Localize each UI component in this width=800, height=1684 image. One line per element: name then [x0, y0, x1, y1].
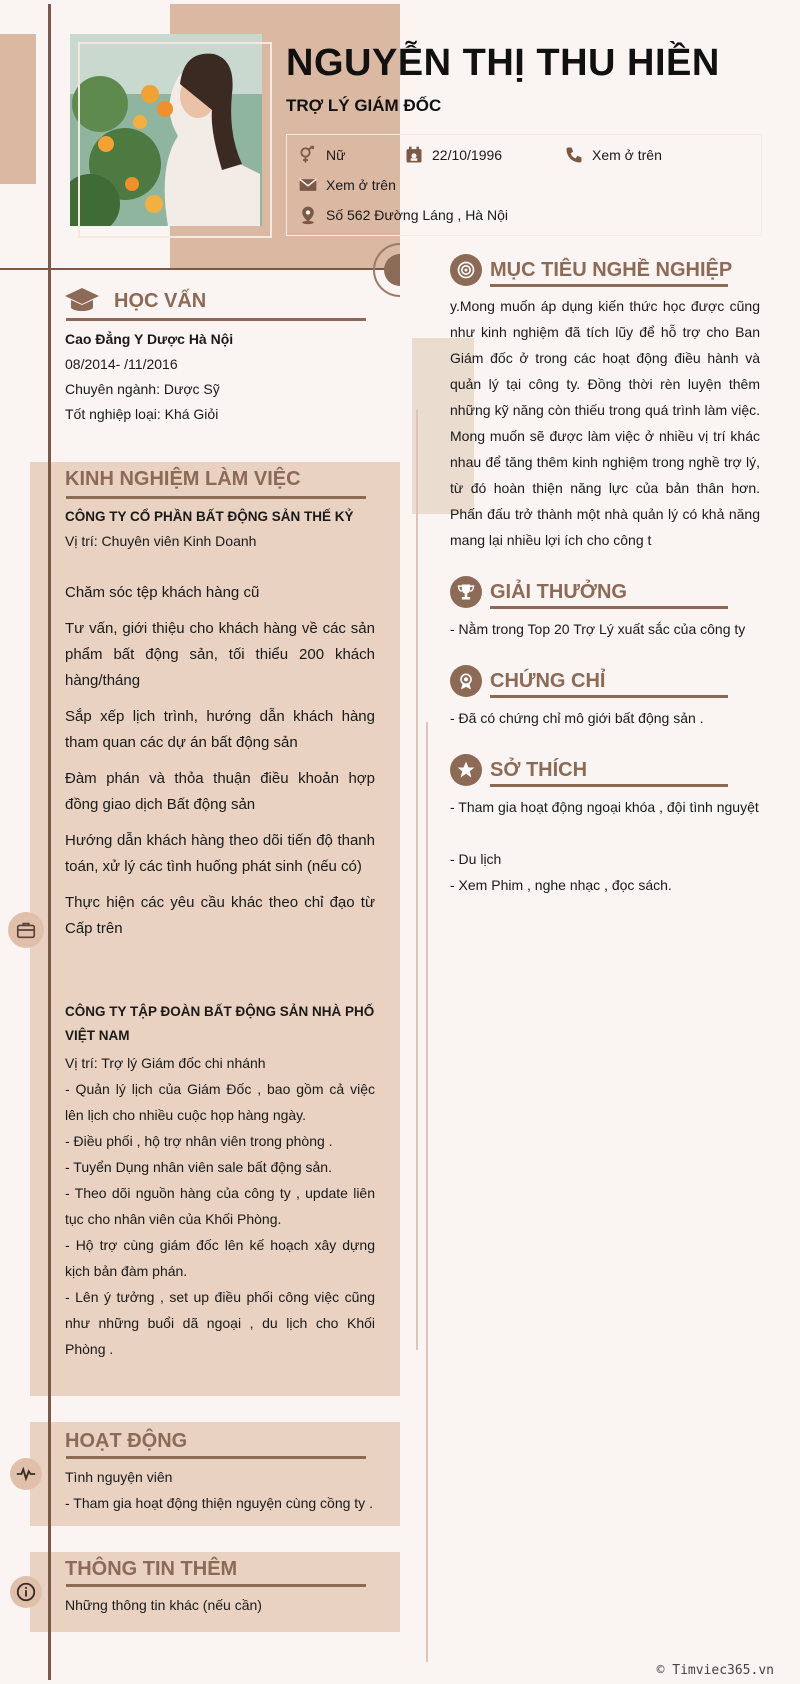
candidate-title: TRỢ LÝ GIÁM ĐỐC — [286, 96, 442, 115]
graduation-cap-icon — [64, 286, 100, 316]
email-icon — [296, 174, 320, 196]
experience-side-icon — [8, 912, 44, 948]
job1-item: Chăm sóc tệp khách hàng cũ — [65, 584, 260, 601]
experience-underline — [66, 496, 366, 499]
more-info-side-icon — [10, 1576, 42, 1608]
certificates-heading: CHỨNG CHỈ — [450, 665, 605, 697]
job1-item: Tư vấn, giới thiệu cho khách hàng về các sản phẩm bất động sản, tối thiểu 200 khách hàng/tháng — [65, 620, 375, 689]
job2-line: - Theo dõi nguồn hàng của công ty , update liên tục cho nhân viên của Khối Phòng. — [65, 1185, 375, 1227]
awards-underline — [490, 606, 728, 609]
certificates-underline — [490, 695, 728, 698]
job2-line: - Tuyển Dụng nhân viên sale bất động sản. — [65, 1159, 332, 1175]
photo-frame — [78, 42, 272, 238]
education-school: Cao Đẳng Y Dược Hà Nội — [65, 331, 234, 347]
activities-line: Tình nguyện viên — [65, 1469, 173, 1485]
deco-mid-line — [416, 410, 418, 1350]
job2-line: - Quản lý lịch của Giám Đốc , bao gồm cả việc lên lịch cho nhiều cuộc họp hàng ngày. — [65, 1081, 375, 1123]
job1-position: Vị trí: Chuyên viên Kinh Doanh — [65, 533, 257, 549]
location-pin-icon — [296, 204, 320, 226]
job2-line: - Điều phối , hộ trợ nhân viên trong phòng . — [65, 1133, 333, 1149]
more-info-heading: THÔNG TIN THÊM — [65, 1558, 238, 1580]
objective-underline — [490, 284, 728, 287]
gender-icon — [296, 144, 320, 166]
activities-line: - Tham gia hoạt động thiện nguyện cùng cồng ty . — [65, 1495, 373, 1511]
job2-line: - Hộ trợ cùng giám đốc lên kế hoạch xây dựng kịch bản đàm phán. — [65, 1237, 375, 1279]
objective-heading: MỤC TIÊU NGHỀ NGHIỆP — [450, 254, 732, 286]
education-period: 08/2014- /11/2016 — [65, 356, 178, 372]
job1-item: Sắp xếp lịch trình, hướng dẫn khách hàng tham quan các dự án bất động sản — [65, 708, 375, 751]
hobbies-line: - Du lịch — [450, 851, 502, 867]
trophy-icon — [450, 576, 482, 608]
briefcase-icon — [15, 919, 37, 941]
job1-item: Thực hiện các yêu cầu khác theo chỉ đạo từ Cấp trên — [65, 894, 375, 937]
star-icon — [450, 754, 482, 786]
job1-company: CÔNG TY CỔ PHẦN BẤT ĐỘNG SẢN THẾ KỶ — [65, 509, 354, 524]
pulse-icon — [15, 1463, 37, 1485]
info-phone: Xem ở trên — [562, 144, 662, 166]
hobbies-line: - Xem Phim , nghe nhạc , đọc sách. — [450, 877, 672, 893]
experience-heading: KINH NGHIỆM LÀM VIỆC — [65, 468, 301, 490]
job1-item: Hướng dẫn khách hàng theo dõi tiến độ thanh toán, xử lý các tình huống phát sinh (nếu có) — [65, 832, 375, 875]
more-info-line: Những thông tin khác (nếu cần) — [65, 1597, 262, 1613]
info-icon — [15, 1581, 37, 1603]
objective-text: y.Mong muốn áp dụng kiến thức học được cũng như kinh nghiệm đã tích lũy để hỗ trợ cho Ban Giám đốc ở trong các hoạt động điều hành và quản lý tại công ty. Đồng thời rèn luyện thêm những kỹ năng còn thiếu trong quá trình làm việc. Mong muốn sẽ được làm việc ở nhiều vị trí khác nhau để tăng thêm kinh nghiệm trong nghề trợ lý, từ đó hoàn thiện năng lực của bản thân hơn. Phấn đấu trở thành một nhà quản lý có khả năng mang lại nhiều lợi ích cho công t — [450, 298, 760, 548]
phone-icon — [562, 144, 586, 166]
target-icon — [450, 254, 482, 286]
footer-watermark: © Timviec365.vn — [656, 1663, 774, 1678]
job2-line: - Lên ý tưởng , set up điều phối công việc cũng như những buổi dã ngoại , du lịch cho Khối Phòng . — [65, 1289, 375, 1357]
deco-left-block — [0, 34, 36, 184]
job1-item: Đàm phán và thỏa thuận điều khoản hợp đồng giao dịch Bất động sản — [65, 770, 375, 813]
more-info-underline — [66, 1584, 366, 1587]
job2-position: Vị trí: Trợ lý Giám đốc chi nhánh — [65, 1055, 266, 1071]
info-dob: 22/10/1996 — [402, 144, 502, 166]
hobbies-heading: SỞ THÍCH — [450, 754, 587, 786]
education-heading: HỌC VẤN — [64, 286, 206, 316]
info-address: Số 562 Đường Láng , Hà Nội — [296, 204, 508, 226]
certificates-text: - Đã có chứng chỉ mô giới bất động sản . — [450, 710, 704, 726]
awards-heading: GIẢI THƯỞNG — [450, 576, 627, 608]
hobbies-line: - Tham gia hoạt động ngoại khóa , đội tình nguyệt — [450, 799, 759, 815]
deco-half-circle — [364, 240, 404, 300]
calendar-icon — [402, 144, 426, 166]
deco-right-line — [426, 722, 428, 1662]
education-major: Chuyên ngành: Dược Sỹ — [65, 381, 220, 397]
deco-header-line — [0, 268, 400, 270]
info-gender: Nữ — [296, 144, 345, 166]
activities-underline — [66, 1456, 366, 1459]
education-underline — [66, 318, 366, 321]
job2-company: CÔNG TY TẬP ĐOÀN BẤT ĐỘNG SẢN NHÀ PHỐ VIỆT NAM — [65, 1004, 375, 1043]
medal-icon — [450, 665, 482, 697]
education-grade: Tốt nghiệp loại: Khá Giỏi — [65, 406, 219, 422]
candidate-name: NGUYỄN THỊ THU HIỀN — [286, 42, 720, 84]
timeline-line — [48, 4, 51, 1680]
activities-heading: HOẠT ĐỘNG — [65, 1430, 188, 1452]
awards-text: - Nằm trong Top 20 Trợ Lý xuất sắc của công ty — [450, 621, 746, 637]
activities-side-icon — [10, 1458, 42, 1490]
hobbies-underline — [490, 784, 728, 787]
info-email: Xem ở trên — [296, 174, 396, 196]
